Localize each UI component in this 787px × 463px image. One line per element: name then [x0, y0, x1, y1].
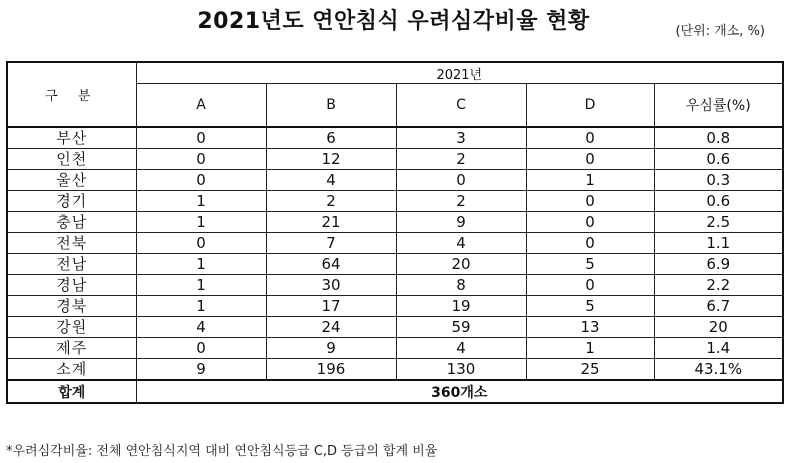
- cell-d: 0: [526, 275, 654, 296]
- subtotal-d: 25: [526, 359, 654, 381]
- cell-b: 7: [266, 233, 396, 254]
- table-row: [7, 296, 783, 317]
- cell-d: 1: [526, 338, 654, 359]
- cell-a: 1: [136, 275, 266, 296]
- cell-d: 0: [526, 212, 654, 233]
- region-cell: 울산: [7, 170, 136, 191]
- cell-a: 1: [136, 254, 266, 275]
- year-label: 2021년: [136, 62, 783, 84]
- region-cell: 제주: [7, 338, 136, 359]
- cell-b: 21: [266, 212, 396, 233]
- cell-a: 1: [136, 296, 266, 317]
- region-cell: 충남: [7, 212, 136, 233]
- cell-c: 8: [396, 275, 526, 296]
- cell-d: 5: [526, 254, 654, 275]
- cell-a: 0: [136, 233, 266, 254]
- cell-b: 30: [266, 275, 396, 296]
- cell-a: 0: [136, 149, 266, 170]
- footnote: *우려심각비율: 전체 연안침식지역 대비 연안침식등급 C,D 등급의 합계 비율: [6, 444, 438, 459]
- subtotal-label: 소계: [7, 359, 136, 381]
- cell-c: 20: [396, 254, 526, 275]
- cell-c: 0: [396, 170, 526, 191]
- region-cell: 경북: [7, 296, 136, 317]
- cell-rate: 20: [654, 317, 783, 338]
- cell-d: 13: [526, 317, 654, 338]
- cell-a: 0: [136, 170, 266, 191]
- cell-rate: 6.9: [654, 254, 783, 275]
- table-row: [7, 149, 783, 170]
- table-row: [7, 254, 783, 275]
- column-header-c: C: [396, 84, 526, 128]
- table-row: [7, 338, 783, 359]
- cell-c: 19: [396, 296, 526, 317]
- subtotal-b: 196: [266, 359, 396, 381]
- unit-note: (단위: 개소, %): [675, 24, 765, 39]
- cell-a: 0: [136, 127, 266, 149]
- cell-c: 4: [396, 338, 526, 359]
- cell-d: 0: [526, 233, 654, 254]
- corner-label: 구 분: [7, 62, 136, 127]
- region-cell: 경기: [7, 191, 136, 212]
- region-cell: 전북: [7, 233, 136, 254]
- cell-rate: 2.5: [654, 212, 783, 233]
- cell-b: 64: [266, 254, 396, 275]
- region-cell: 경남: [7, 275, 136, 296]
- cell-b: 24: [266, 317, 396, 338]
- cell-b: 9: [266, 338, 396, 359]
- cell-rate: 0.3: [654, 170, 783, 191]
- header-row-year: [7, 62, 783, 84]
- table-row: [7, 170, 783, 191]
- cell-c: 2: [396, 191, 526, 212]
- cell-d: 5: [526, 296, 654, 317]
- cell-a: 4: [136, 317, 266, 338]
- cell-c: 4: [396, 233, 526, 254]
- total-value: 360개소: [136, 380, 783, 403]
- total-row: [7, 380, 783, 403]
- column-header-a: A: [136, 84, 266, 128]
- table-row: [7, 317, 783, 338]
- column-header-b: B: [266, 84, 396, 128]
- cell-b: 17: [266, 296, 396, 317]
- region-cell: 부산: [7, 127, 136, 149]
- table-row: [7, 127, 783, 149]
- cell-a: 1: [136, 191, 266, 212]
- column-header-d: D: [526, 84, 654, 128]
- cell-b: 4: [266, 170, 396, 191]
- subtotal-a: 9: [136, 359, 266, 381]
- table-row: [7, 275, 783, 296]
- subtotal-row: [7, 359, 783, 381]
- erosion-table: [6, 61, 784, 404]
- table-row: [7, 233, 783, 254]
- cell-rate: 6.7: [654, 296, 783, 317]
- cell-c: 3: [396, 127, 526, 149]
- cell-b: 2: [266, 191, 396, 212]
- region-cell: 강원: [7, 317, 136, 338]
- subtotal-c: 130: [396, 359, 526, 381]
- cell-d: 0: [526, 191, 654, 212]
- cell-d: 0: [526, 127, 654, 149]
- subtotal-rate: 43.1%: [654, 359, 783, 381]
- cell-c: 9: [396, 212, 526, 233]
- document-title: 2021년도 연안침식 우려심각비율 현황: [197, 9, 590, 34]
- cell-b: 12: [266, 149, 396, 170]
- cell-a: 0: [136, 338, 266, 359]
- region-cell: 전남: [7, 254, 136, 275]
- cell-b: 6: [266, 127, 396, 149]
- cell-rate: 0.8: [654, 127, 783, 149]
- table-body: [7, 127, 783, 359]
- cell-c: 2: [396, 149, 526, 170]
- cell-rate: 0.6: [654, 191, 783, 212]
- cell-rate: 1.4: [654, 338, 783, 359]
- column-header-rate: 우심률(%): [654, 84, 783, 128]
- total-label: 합계: [7, 380, 136, 403]
- cell-c: 59: [396, 317, 526, 338]
- table-row: [7, 191, 783, 212]
- cell-d: 0: [526, 149, 654, 170]
- region-cell: 인천: [7, 149, 136, 170]
- cell-rate: 0.6: [654, 149, 783, 170]
- cell-a: 1: [136, 212, 266, 233]
- cell-rate: 2.2: [654, 275, 783, 296]
- cell-rate: 1.1: [654, 233, 783, 254]
- table-row: [7, 212, 783, 233]
- cell-d: 1: [526, 170, 654, 191]
